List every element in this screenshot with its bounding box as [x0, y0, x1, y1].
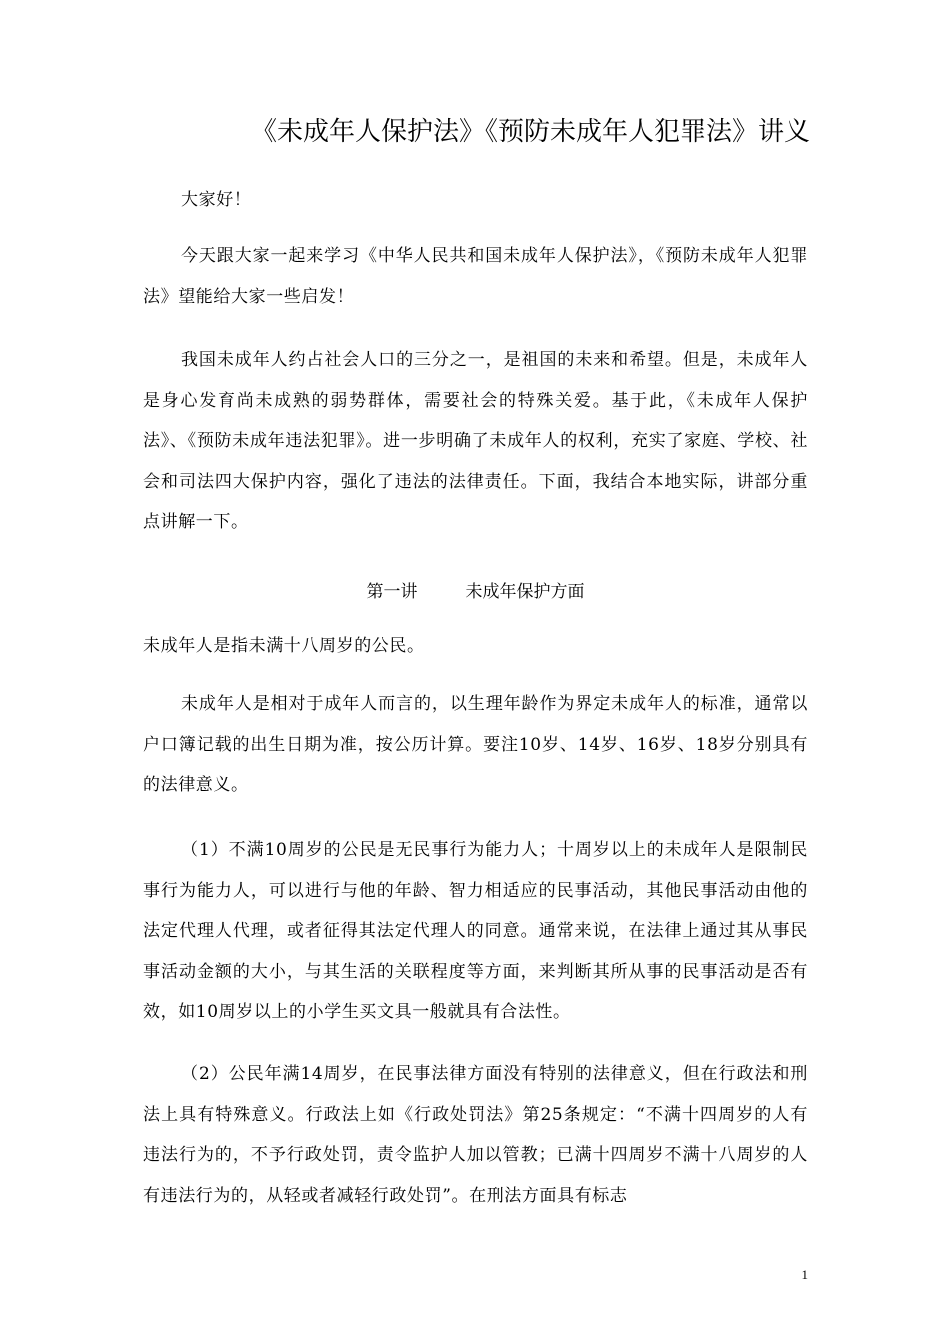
page-number: 1	[801, 1267, 808, 1282]
item-2-paragraph: （2）公民年满14周岁，在民事法律方面没有特别的法律意义，但在行政法和刑法上具有特殊意义。行政法上如《行政处罚法》第25条规定：“不满十四周岁的人有违法行为的，不予行政处罚，责令监护人加以管教；已满十四周岁不满十八周岁的人有违法行为的，从轻或者减轻行政处罚”。在刑法方面具有标志	[143, 1064, 808, 1206]
background-paragraph: 我国未成年人约占社会人口的三分之一，是祖国的未来和希望。但是，未成年人是身心发育尚未成熟的弱势群体，需要社会的特殊关爱。基于此，《未成年人保护法》、《预防未成年违法犯罪》。进一步明确了未成年人的权利，充实了家庭、学校、社会和司法四大保护内容，强化了违法的法律责任。下面，我结合本地实际，讲部分重点讲解一下。	[143, 350, 808, 532]
age-paragraph: 未成年人是相对于成年人而言的，以生理年龄作为界定未成年人的标准，通常以户口簿记载的出生日期为准，按公历计算。要注10岁、14岁、16岁、18岁分别具有的法律意义。	[143, 694, 808, 795]
intro-paragraph: 今天跟大家一起来学习《中华人民共和国未成年人保护法》，《预防未成年人犯罪法》望能给大家一些启发！	[143, 246, 808, 307]
section-heading-number: 第一讲	[366, 582, 418, 602]
section-heading	[143, 572, 808, 612]
item-1-paragraph: （1）不满10周岁的公民是无民事行为能力人；十周岁以上的未成年人是限制民事行为能力人，可以进行与他的年龄、智力相适应的民事活动，其他民事活动由他的法定代理人代理，或者征得其法定代理人的同意。通常来说，在法律上通过其从事民事活动金额的大小，与其生活的关联程度等方面，来判断其所从事的民事活动是否有效，如10周岁以上的小学生买文具一般就具有合法性。	[143, 840, 808, 1022]
definition-paragraph: 未成年人是指未满十八周岁的公民。	[143, 636, 425, 656]
greeting-paragraph: 大家好！	[181, 190, 252, 210]
section-heading-title: 未成年保护方面	[465, 582, 585, 602]
document-title: 《未成年人保护法》《预防未成年人犯罪法》讲义	[250, 117, 810, 147]
